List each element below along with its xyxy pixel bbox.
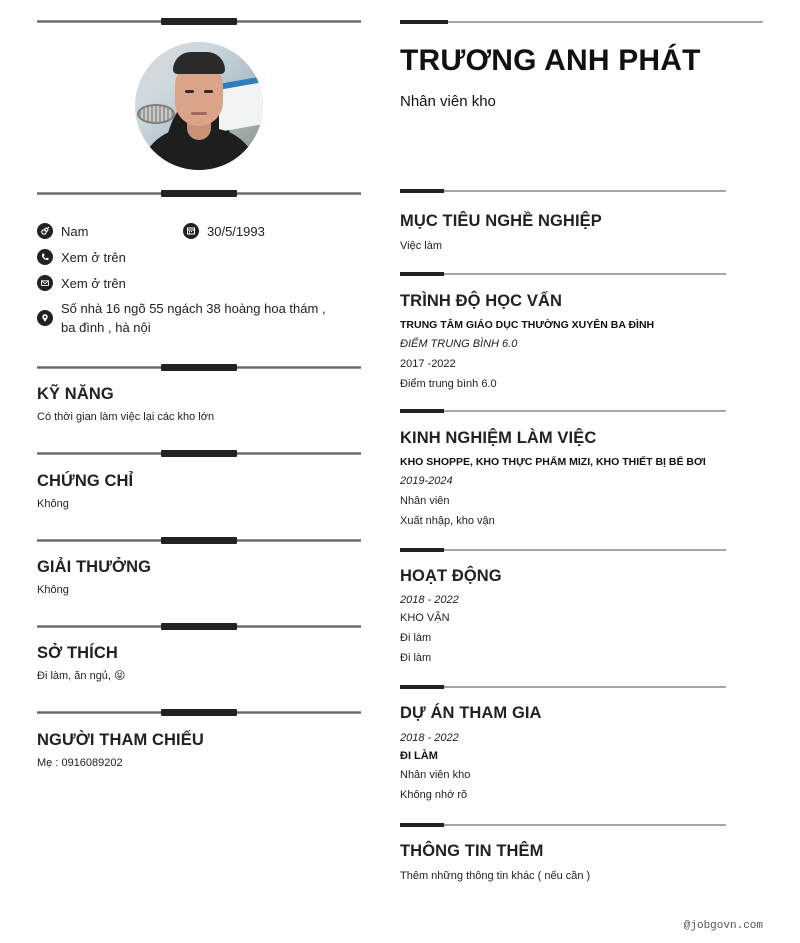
activity-period: 2018 - 2022	[400, 594, 459, 606]
section-title: KỸ NĂNG	[37, 385, 114, 403]
activity-role: Đi làm	[400, 632, 432, 644]
divider	[400, 548, 726, 552]
calendar-icon	[183, 223, 199, 239]
section-content: Có thời gian làm việc lại các kho lớn	[37, 411, 215, 423]
section-content: Đi làm, ăn ngủ, 😝	[37, 670, 126, 682]
divider	[400, 20, 763, 24]
hobbies-section	[37, 643, 361, 683]
section-content: Không	[37, 584, 69, 596]
section-title: CHỨNG CHỈ	[37, 472, 134, 490]
address-value: Số nhà 16 ngõ 55 ngách 38 hoàng hoa thám , ba đình , hà nội	[61, 301, 326, 335]
activities-section	[400, 566, 726, 665]
section-title: SỞ THÍCH	[37, 644, 118, 662]
education-note: Điểm trung bình 6.0	[400, 378, 497, 390]
project-description: Không nhớ rõ	[400, 789, 468, 801]
activity-organization: KHO VẬN	[400, 612, 450, 624]
address-row	[37, 299, 342, 337]
phone-icon	[37, 249, 53, 265]
gpa-label: ĐIỂM TRUNG BÌNH 6.0	[400, 338, 518, 350]
watermark: @jobgovn.com	[683, 920, 763, 932]
email-icon	[37, 275, 53, 291]
divider	[400, 409, 726, 413]
candidate-name: TRƯƠNG ANH PHÁT	[400, 44, 701, 77]
job-title: Nhân viên kho	[400, 93, 496, 110]
gender-row	[37, 222, 177, 241]
section-title: TRÌNH ĐỘ HỌC VẤN	[400, 292, 563, 310]
references-section	[37, 730, 361, 770]
section-content: Không	[37, 498, 69, 510]
projects-section	[400, 703, 726, 802]
gender-icon	[37, 223, 53, 239]
section-title: DỰ ÁN THAM GIA	[400, 704, 542, 722]
company-name: KHO SHOPPE, KHO THỰC PHẨM MIZI, KHO THIẾT BỊ BỂ BƠI	[400, 456, 706, 468]
activity-description: Đi làm	[400, 652, 432, 664]
experience-period: 2019-2024	[400, 475, 453, 487]
divider	[37, 18, 361, 25]
divider	[400, 189, 726, 193]
objective-section	[400, 211, 726, 253]
email-row	[37, 274, 361, 293]
project-period: 2018 - 2022	[400, 732, 459, 744]
divider	[37, 623, 361, 630]
position: Nhân viên	[400, 495, 450, 507]
project-name: ĐI LÀM	[400, 750, 438, 762]
section-title: THÔNG TIN THÊM	[400, 842, 544, 860]
education-period: 2017 -2022	[400, 358, 456, 370]
phone-row	[37, 248, 361, 267]
divider	[400, 823, 726, 827]
certificates-section	[37, 471, 361, 511]
skills-section	[37, 384, 361, 424]
gender-value: Nam	[61, 224, 89, 239]
section-title: NGƯỜI THAM CHIẾU	[37, 731, 204, 749]
section-content: Thêm những thông tin khác ( nếu cần )	[400, 870, 591, 882]
additional-info-section	[400, 841, 726, 883]
section-title: HOẠT ĐỘNG	[400, 567, 502, 585]
birthday-value: 30/5/1993	[207, 224, 265, 239]
location-pin-icon	[37, 310, 53, 326]
divider	[37, 537, 361, 544]
divider	[37, 364, 361, 371]
section-content: Mẹ : 0916089202	[37, 757, 123, 769]
divider	[400, 685, 726, 689]
experience-section	[400, 428, 726, 528]
avatar	[135, 42, 263, 170]
divider	[37, 709, 361, 716]
divider	[37, 450, 361, 457]
phone-value: Xem ở trên	[61, 250, 126, 265]
section-title: GIẢI THƯỞNG	[37, 558, 152, 576]
divider	[400, 272, 726, 276]
experience-description: Xuất nhập, kho vận	[400, 515, 495, 527]
school-name: TRUNG TÂM GIÁO DỤC THƯỜNG XUYÊN BA ĐÌNH	[400, 319, 655, 331]
project-role: Nhân viên kho	[400, 769, 471, 781]
email-value: Xem ở trên	[61, 276, 126, 291]
section-title: KINH NGHIỆM LÀM VIỆC	[400, 429, 597, 447]
birthday-row	[183, 222, 363, 241]
section-title: MỤC TIÊU NGHỀ NGHIỆP	[400, 212, 602, 230]
education-section	[400, 291, 726, 391]
awards-section	[37, 557, 361, 597]
section-content: Việc làm	[400, 240, 442, 252]
divider	[37, 190, 361, 197]
